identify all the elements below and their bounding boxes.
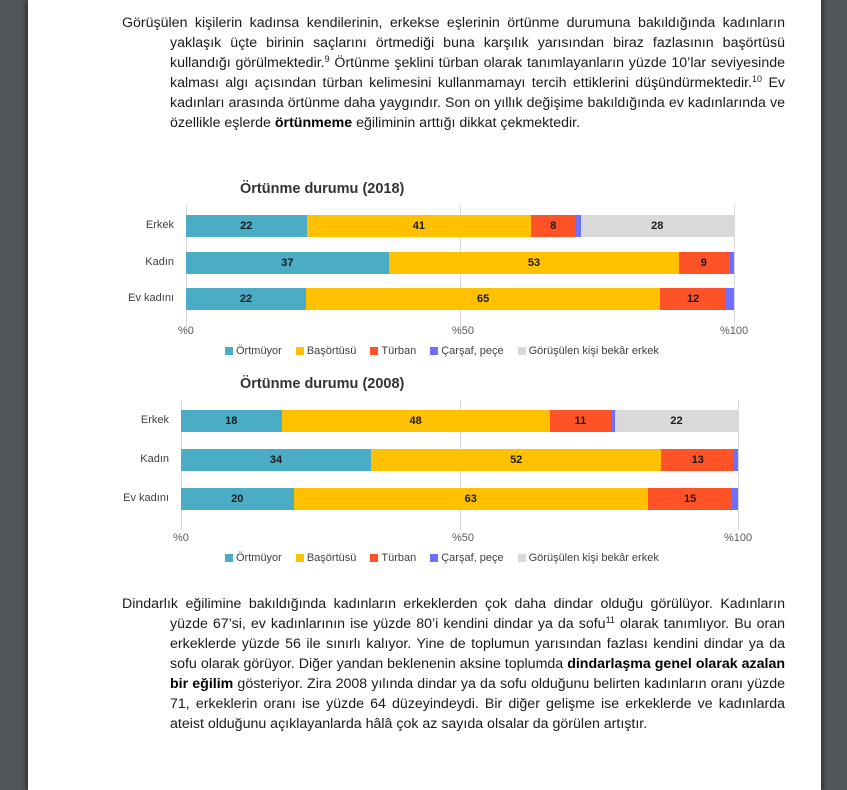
legend-item[interactable] [518,552,659,564]
axis-tick-label: %50 [452,532,475,544]
legend-item[interactable] [518,345,659,357]
chart-legend [225,552,659,564]
category-label: Erkek [145,219,174,231]
axis-tick-label: %0 [178,325,194,337]
bar-segment-ortmuyor[interactable]: 22 [186,215,307,237]
legend-item[interactable] [296,552,357,564]
legend-swatch-icon [430,554,438,562]
legend-label: Görüşülen kişi bekâr erkek [528,552,659,564]
stacked-bar [181,488,738,510]
footnote-ref[interactable]: 9 [324,54,330,64]
gridline [738,400,739,530]
legend-item[interactable] [370,345,416,357]
legend-item[interactable] [225,552,282,564]
bar-segment-ortmuyor[interactable]: 20 [181,488,294,510]
bar-segment-carsaf[interactable] [726,288,734,310]
bar-segment-turban[interactable]: 12 [660,288,725,310]
legend-item[interactable] [430,552,503,564]
document-page [28,0,821,790]
legend-swatch-icon [296,347,304,355]
axis-tick-label: %0 [173,532,189,544]
bar-segment-turban[interactable]: 13 [661,449,734,471]
legend-swatch-icon [225,554,233,562]
stacked-bar [186,252,734,274]
bar-segment-turban[interactable]: 15 [648,488,732,510]
bar-segment-turban[interactable]: 11 [550,410,611,432]
gridline [734,205,735,330]
legend-swatch-icon [370,554,378,562]
paragraph-dindarlik: Dindarlık eğilimine bakıldığında kadınların erkeklerden çok daha dindar olduğu görülüyor. Kadınların yüzde 67’si, ev kadınlarının ise yüzde 80’i kendini dindar ya da sofu$^{11}$ olarak tanımlıyor. Bu oran erkeklerde yüzde 56 ile sınırlı kalıyor. Yine de toplumun yarısından fazlası kendini dindar ya da sofu olarak görüyor. Diğer yandan beklenenin aksine toplumda dindarlaşma genel olarak azalan bir eğilim gösteriyor. Zira 2008 yılında dindar ya da sofu olduğunu belirten kadınların oranı yüzde 71, erkeklerin oranı ise yüzde 64 düzeyindeydi. Bir diğer gelişme ise erkeklerde ve kadınlarda ateist olduğunu açıklayanlarda hâlâ çok az sayıda olsalar da görülen artıştır. [122,596,785,732]
legend-swatch-icon [296,554,304,562]
category-label: Kadın [145,256,174,268]
bar-segment-basortusu[interactable]: 65 [306,288,660,310]
bar-segment-basortusu[interactable]: 53 [389,252,679,274]
category-label: Ev kadını [123,492,169,504]
legend-item[interactable] [430,345,503,357]
footnote-ref[interactable]: 10 [752,74,763,84]
axis-tick-label: %50 [452,325,475,337]
chart-title: Örtünme durumu (2018) [240,181,405,197]
bar-segment-basortusu[interactable]: 63 [294,488,648,510]
axis-tick-label: %100 [724,532,753,544]
stacked-bar [186,215,734,237]
legend-item[interactable] [370,552,416,564]
legend-swatch-icon [225,347,233,355]
legend-swatch-icon [518,554,526,562]
chart-legend [225,345,659,357]
legend-label: Türban [381,345,417,357]
legend-label: Görüşülen kişi bekâr erkek [528,345,659,357]
bar-segment-ortmuyor[interactable]: 34 [181,449,371,471]
category-label: Kadın [140,453,169,465]
legend-label: Başörtüsü [306,345,357,357]
axis-tick-label: %100 [720,325,749,337]
stacked-bar [186,288,734,310]
category-label: Ev kadını [128,292,174,304]
legend-label: Örtmüyor [236,552,282,564]
bar-segment-basortusu[interactable]: 41 [307,215,532,237]
paragraph-ortunme: Görüşülen kişilerin kadınsa kendilerinin, erkekse eşlerinin örtünme durumuna bakıldığında kadınların yaklaşık üçte birinin saçlarını örtmediği buna karşılık yarısından biraz fazlasının başörtüsü kullandığı görülmektedir.$^9$ Örtünme şeklini türban olarak tanımlayanların yüzde 10’lar seviyesinde kalması algı açısından türban kelimesini kullanmamayı tercih ettiklerini düşündürmektedir.$^{10}$ Ev kadınları arasında örtünme daha yaygındır. Son on yıllık değişime bakıldığında ev kadınlarında ve özellikle eşlerde örtünmeme eğiliminin arttığı dikkat çekmektedir. [122,15,786,131]
legend-swatch-icon [518,347,526,355]
emphasis-text: örtünmeme [274,115,353,131]
legend-item[interactable] [296,345,357,357]
category-label: Erkek [140,414,169,426]
stacked-bar [181,449,738,471]
bar-segment-carsaf[interactable] [729,252,734,274]
legend-swatch-icon [430,347,438,355]
bar-segment-ortmuyor[interactable]: 22 [186,288,306,310]
stacked-bar [181,410,738,432]
bar-segment-carsaf[interactable] [734,449,738,471]
bar-segment-turban[interactable]: 9 [679,252,728,274]
bar-segment-bekar[interactable]: 28 [581,215,734,237]
bar-segment-basortusu[interactable]: 48 [282,410,550,432]
bar-segment-turban[interactable]: 8 [531,215,575,237]
footnote-ref[interactable]: 11 [605,615,615,625]
legend-label: Örtmüyor [236,345,282,357]
legend-label: Türban [381,552,417,564]
chart-title: Örtünme durumu (2008) [240,376,405,392]
bar-segment-bekar[interactable]: 22 [615,410,738,432]
legend-label: Çarşaf, peçe [441,552,504,564]
legend-label: Başörtüsü [306,552,357,564]
emphasis-text: dindarlaşma genel olarak azalan bir eğilim [170,656,785,692]
legend-item[interactable] [225,345,282,357]
bar-segment-basortusu[interactable]: 52 [371,449,662,471]
bar-segment-ortmuyor[interactable]: 37 [186,252,389,274]
bar-segment-carsaf[interactable] [732,488,738,510]
bar-segment-ortmuyor[interactable]: 18 [181,410,282,432]
legend-swatch-icon [370,347,378,355]
legend-label: Çarşaf, peçe [441,345,504,357]
